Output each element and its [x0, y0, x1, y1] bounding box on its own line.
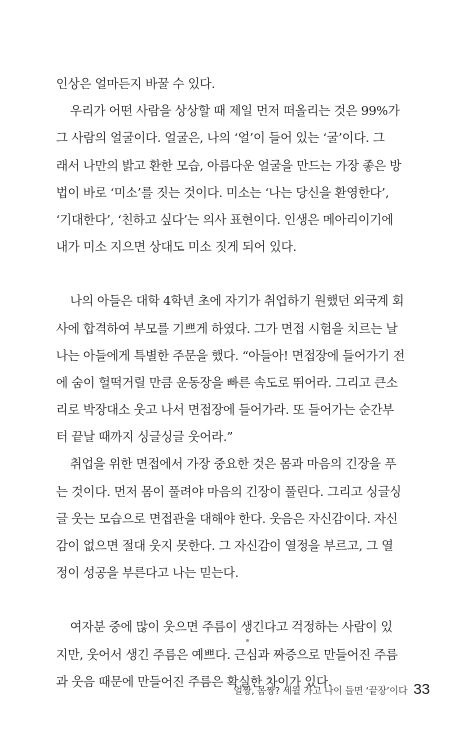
text-line: 사에 합격하여 부모를 기쁘게 하였다. 그가 면접 시험을 치르는 날 [56, 320, 398, 336]
text-line: 는 것이다. 먼저 몸이 풀려야 마음의 긴장이 풀린다. 그리고 싱글싱 [56, 483, 402, 499]
text-line: 나는 아들에게 특별한 주문을 했다. “아들아! 면접장에 들어가기 전 [56, 347, 405, 363]
page-footer [233, 681, 430, 698]
text-line: 내가 미소 지으면 상대도 미소 짓게 되어 있다. [56, 239, 297, 255]
text-line: ‘기대한다’, ‘친하고 싶다’는 의사 표현이다. 인생은 메아리이기에 [56, 211, 394, 227]
text-line: 글 웃는 모습으로 면접관을 대해야 한다. 웃음은 자신감이다. 자신 [56, 510, 398, 526]
text-line: 래서 나만의 밝고 환한 모습, 아름다운 얼굴을 만드는 가장 좋은 방 [56, 157, 402, 173]
text-line: 여자분 중에 많이 웃으면 주름이 생긴다고 걱정하는 사람이 있 [70, 619, 393, 635]
ornament-dot [246, 639, 249, 642]
text-line: 취업을 위한 면접에서 가장 중요한 것은 몸과 마음의 긴장을 푸 [70, 456, 397, 472]
body-text [56, 70, 428, 695]
text-line: 정이 성공을 부른다고 나는 믿는다. [56, 565, 239, 581]
text-line: 나의 아들은 대학 4학년 초에 자기가 취업하기 원했던 외국계 회 [70, 293, 404, 309]
page-number: 33 [413, 681, 430, 698]
text-line: 그 사람의 얼굴이다. 얼굴은, 나의 ‘얼’이 들어 있는 ‘굴’이다. 그 [56, 130, 385, 146]
paragraph-gap [56, 260, 428, 287]
text-line: 터 끝날 때까지 싱글싱글 웃어라.” [56, 429, 233, 445]
text-line: 인상은 얼마든지 바꿀 수 있다. [56, 76, 216, 91]
text-line: 우리가 어떤 사람을 상상할 때 제일 먼저 떠올리는 것은 99%가 [70, 103, 400, 119]
text-line: 에 숨이 헐떡거릴 만큼 운동장을 빠른 속도로 뛰어라. 그리고 큰소 [56, 374, 398, 390]
text-line: 리로 박장대소 웃고 나서 면접장에 들어가라. 또 들어가는 순간부 [56, 402, 394, 418]
paragraph-gap [56, 586, 428, 613]
running-title: 얼짱, 몸짱? 세월 가고 나이 들면 ‘끝장’이다 [233, 686, 408, 697]
text-line: 지만, 웃어서 생긴 주름은 예쁘다. 근심과 짜증으로 만들어진 주름 [56, 646, 398, 662]
text-line: 법이 바로 ‘미소’를 짓는 것이다. 미소는 ‘나는 당신을 환영한다’, [56, 184, 389, 200]
text-line: 감이 없으면 절대 웃지 못한다. 그 자신감이 열정을 부르고, 그 열 [56, 538, 394, 553]
text-line: 과 웃음 때문에 만들어진 주름은 확실한 차이가 있다. [56, 673, 332, 689]
